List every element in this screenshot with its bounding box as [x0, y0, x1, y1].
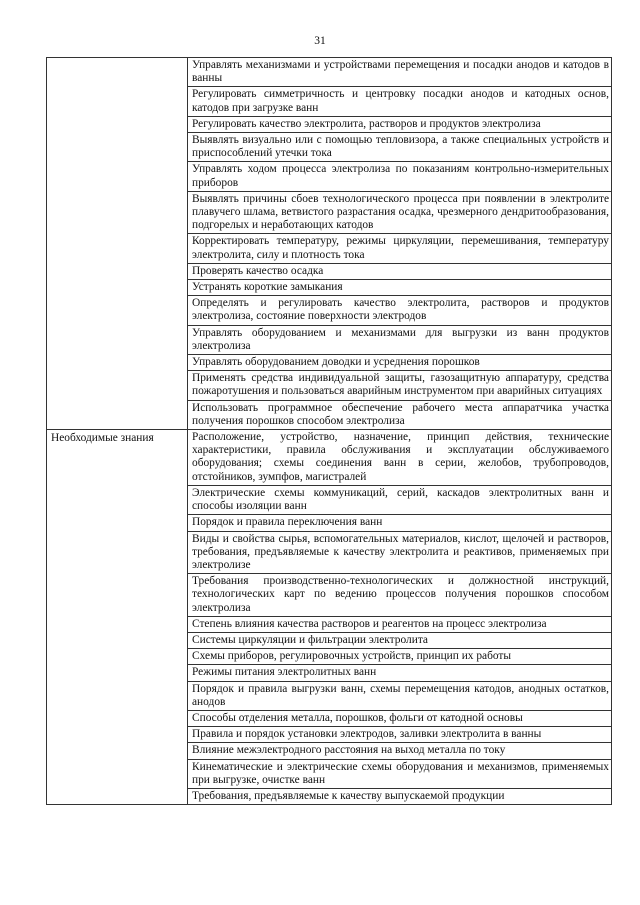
requirement-item: Влияние межэлектродного расстояния на выход металла по току [188, 743, 612, 759]
requirement-item: Проверять качество осадка [188, 263, 612, 279]
requirement-item: Управлять механизмами и устройствами перемещения и посадки анодов и катодов в ванны [188, 58, 612, 87]
requirement-item: Выявлять причины сбоев технологического процесса при появлении в электролите плавучего шлама, ветвистого разрастания осадка, чрезмерного дендритообразования, подгорелых и неработающих катодов [188, 191, 612, 234]
requirement-item: Правила и порядок установки электродов, заливки электролита в ванны [188, 727, 612, 743]
requirement-item: Расположение, устройство, назначение, принцип действия, технические характеристики, правила обслуживания и эксплуатации обслуживаемого оборудования; схемы соединения ванн в серии, желобов, трубопроводов, отстойников, зумпфов, магистралей [188, 430, 612, 486]
requirement-item: Схемы приборов, регулировочных устройств, принцип их работы [188, 649, 612, 665]
requirement-item: Регулировать качество электролита, растворов и продуктов электролиза [188, 116, 612, 132]
requirement-item: Корректировать температуру, режимы циркуляции, перемешивания, температуру электролита, силу и плотность тока [188, 234, 612, 263]
requirement-item: Режимы питания электролитных ванн [188, 665, 612, 681]
section-label [51, 59, 185, 60]
requirement-item: Применять средства индивидуальной защиты, газозащитную аппаратуру, средства пожаротушения и пользоваться аварийным инструментом при аварийных ситуациях [188, 371, 612, 400]
section-label-cell [47, 430, 188, 805]
requirement-item: Системы циркуляции и фильтрации электролита [188, 632, 612, 648]
section-label-cell [47, 58, 188, 430]
requirement-item: Способы отделения металла, порошков, фольги от катодной основы [188, 710, 612, 726]
page-number: 31 [314, 35, 326, 47]
requirement-item: Виды и свойства сырья, вспомогательных материалов, кислот, щелочей и растворов, требования, предъявляемые к качеству электролита и реактивов, применяемых при электролизе [188, 531, 612, 574]
requirements-table-body [47, 58, 612, 805]
table-row [47, 430, 612, 486]
requirements-table [46, 57, 612, 805]
requirement-item: Управлять оборудованием доводки и усреднения порошков [188, 355, 612, 371]
requirement-item: Управлять ходом процесса электролиза по показаниям контрольно-измерительных приборов [188, 162, 612, 191]
requirement-item: Порядок и правила переключения ванн [188, 515, 612, 531]
requirement-item: Регулировать симметричность и центровку посадки анодов и катодных основ, катодов при загрузке ванн [188, 87, 612, 116]
requirement-item: Выявлять визуально или с помощью тепловизора, а также специальных устройств и приспособлений утечки тока [188, 133, 612, 162]
requirement-item: Электрические схемы коммуникаций, серий, каскадов электролитных ванн и способы изоляции ванн [188, 485, 612, 514]
requirement-item: Устранять короткие замыкания [188, 280, 612, 296]
table-row [47, 58, 612, 87]
requirement-item: Кинематические и электрические схемы оборудования и механизмов, применяемых при выгрузке, очистке ванн [188, 759, 612, 788]
requirement-item: Определять и регулировать качество электролита, растворов и продуктов электролиза, состояние поверхности электродов [188, 296, 612, 325]
requirement-item: Требования производственно-технологических и должностной инструкций, технологических карт по ведению процессов получения порошков способом электролиза [188, 574, 612, 617]
requirement-item: Использовать программное обеспечение рабочего места аппаратчика участка получения порошков способом электролиза [188, 400, 612, 429]
requirement-item: Управлять оборудованием и механизмами для выгрузки из ванн продуктов электролиза [188, 325, 612, 354]
requirement-item: Порядок и правила выгрузки ванн, схемы перемещения катодов, анодных остатков, анодов [188, 681, 612, 710]
section-label: Необходимые знания [51, 432, 154, 445]
requirement-item: Степень влияния качества растворов и реагентов на процесс электролиза [188, 616, 612, 632]
requirement-item: Требования, предъявляемые к качеству выпускаемой продукции [188, 788, 612, 804]
